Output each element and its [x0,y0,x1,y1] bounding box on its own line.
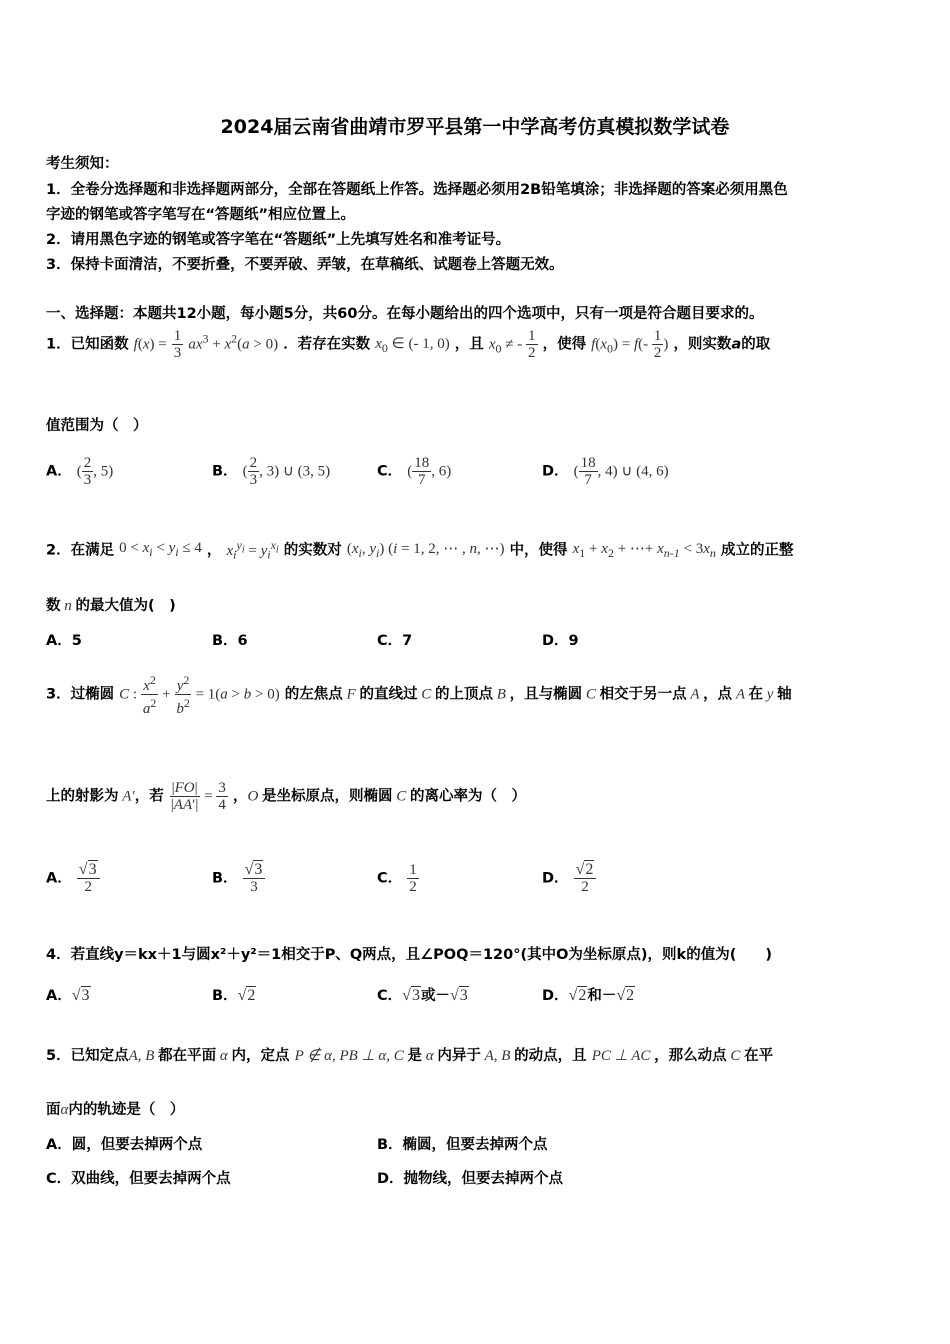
q4-option-b[interactable]: B．√2 [212,987,256,1004]
question-4: 4．若直线y＝kx＋1与圆x²＋y²＝1相交于P、Q两点，且∠POQ＝120°(其中O为坐标原点)，则k的值为( ) [46,947,772,963]
q1-option-c[interactable]: C． ( $\frac{18}{7}$ , 6) [377,455,452,488]
section-heading: 一、选择题：本题共12小题，每小题5分，共60分。在每小题给出的四个选项中，只有一项是符合题目要求的。 [46,306,764,322]
q1-option-b[interactable]: B． ( $\frac{2}{3}$ , 3) ∪ (3, 5) [212,455,331,488]
q1-equation: $f(x_0) = f(-$ $\frac{1}{2}$ ) [591,328,669,361]
q4-option-a[interactable]: A．√3 [46,987,90,1004]
q3-option-a[interactable]: A． $\frac{√3}{2}$ [46,862,100,895]
question-5-cont: 面α内的轨迹是（ ） [46,1102,185,1118]
q2-power-eq: $x_i^{y_i} = y_i^{x_i}$ [226,538,279,562]
q3-ratio: $\frac{|FO|}{|AA'|}$ = $\frac{3}{4}$ [170,780,226,813]
q5-option-d[interactable]: D．抛物线，但要去掉两个点 [377,1171,564,1187]
q2-option-d[interactable]: D．9 [542,633,579,649]
question-3: 3．过椭圆 C : $\frac{x^2}{a^2}$ + $\frac{y^2}{b^2}$ = 1(a > b > 0) 的左焦点 F 的直线过 C 的上顶点 B ，且与椭圆 C 相交于另一点 A ，点 A 在 y 轴 [46,673,792,717]
question-3-cont: 上的射影为 A′，若 $\frac{|FO|}{|AA'|}$ = $\frac{3}{4}$ ，O 是坐标原点，则椭圆 C 的离心率为（ ） [46,780,527,813]
q2-inequality: $x_1 + x_2$ + ⋯+ $x_{n-1} < 3x_n$ [572,541,716,561]
q3-option-d[interactable]: D． $\frac{√2}{2}$ [542,862,596,895]
q2-pair: ($x_i$, $y_i$) (i = 1, 2, ⋯ , n, ⋯) [346,541,505,561]
question-5: 5．已知定点A, B 都在平面 α 内，定点 P ∉ α, PB ⊥ α, C 是 α 内异于 A, B 的动点，且 PC ⊥ AC ，那么动点 C 在平 [46,1048,774,1064]
q1-x0-domain: $x_0$ ∈ (- 1, 0) [375,335,450,355]
q2-option-c[interactable]: C．7 [377,633,413,649]
q1-option-a[interactable]: A． ( $\frac{2}{3}$ , 5) [46,455,114,488]
question-2-cont: 数 n 的最大值为( ) [46,598,176,614]
q1-x0-condition: $x_0$ ≠ - $\frac{1}{2}$ [488,328,536,361]
notice-item-2: 2．请用黑色字迹的钢笔或答字笔在“答题纸”上先填写姓名和准考证号。 [46,232,511,248]
q3-option-c[interactable]: C． $\frac{1}{2}$ [377,862,417,895]
q1-function-expr: f(x) = $\frac{1}{3}$ $ax^3 + x^2(a > 0)$ [133,328,279,361]
notice-item-3: 3．保持卡面清洁，不要折叠，不要弄破、弄皱，在草稿纸、试题卷上答题无效。 [46,257,564,273]
q2-option-b[interactable]: B．6 [212,633,248,649]
question-2: 2．在满足 $0 < x_i < y_i \le 4$ ， $x_i^{y_i} = y_i^{x_i}$ 的实数对 ($x_i$, $y_i$) (i = 1, 2, ⋯ , n, ⋯) 中，使得 $x_1 + x_2$ + ⋯+ $x_{n-1} < 3x_n$ 成立的正整 [46,538,794,562]
q5-option-c[interactable]: C．双曲线，但要去掉两个点 [46,1171,231,1187]
question-1: 1．已知函数 f(x) = $\frac{1}{3}$ $ax^3 + x^2(a > 0)$ ．若存在实数 $x_0$ ∈ (- 1, 0) ，且 $x_0$ ≠ - $\frac{1}{2}$ ，使得 $f(x_0) = f(-$ $\frac{1}{2}$ ) ，则实数a的取 [46,328,771,361]
notice-heading: 考生须知： [46,156,119,172]
q4-option-d[interactable]: D．√2和－√2 [542,987,635,1004]
q3-ellipse-eq: C : $\frac{x^2}{a^2}$ + $\frac{y^2}{b^2}$ = 1(a > b > 0) [119,673,280,717]
question-1-cont: 值范围为（ ） [46,418,148,434]
notice-item-1-cont: 字迹的钢笔或答字笔写在“答题纸”相应位置上。 [46,207,356,223]
page-title: 2024届云南省曲靖市罗平县第一中学高考仿真模拟数学试卷 [220,116,730,138]
notice-item-1: 1．全卷分选择题和非选择题两部分，全部在答题纸上作答。选择题必须用2B铅笔填涂；非选择题的答案必须用黑色 [46,182,788,198]
q1-option-d[interactable]: D． ( $\frac{18}{7}$ , 4) ∪ (4, 6) [542,455,669,488]
q5-option-b[interactable]: B．椭圆，但要去掉两个点 [377,1137,548,1153]
q2-range: $0 < x_i < y_i \le 4$ [119,540,202,560]
q2-option-a[interactable]: A．5 [46,633,82,649]
q5-option-a[interactable]: A．圆，但要去掉两个点 [46,1137,203,1153]
q3-option-b[interactable]: B． $\frac{√3}{3}$ [212,862,265,895]
q4-option-c[interactable]: C．√3或－√3 [377,987,468,1004]
